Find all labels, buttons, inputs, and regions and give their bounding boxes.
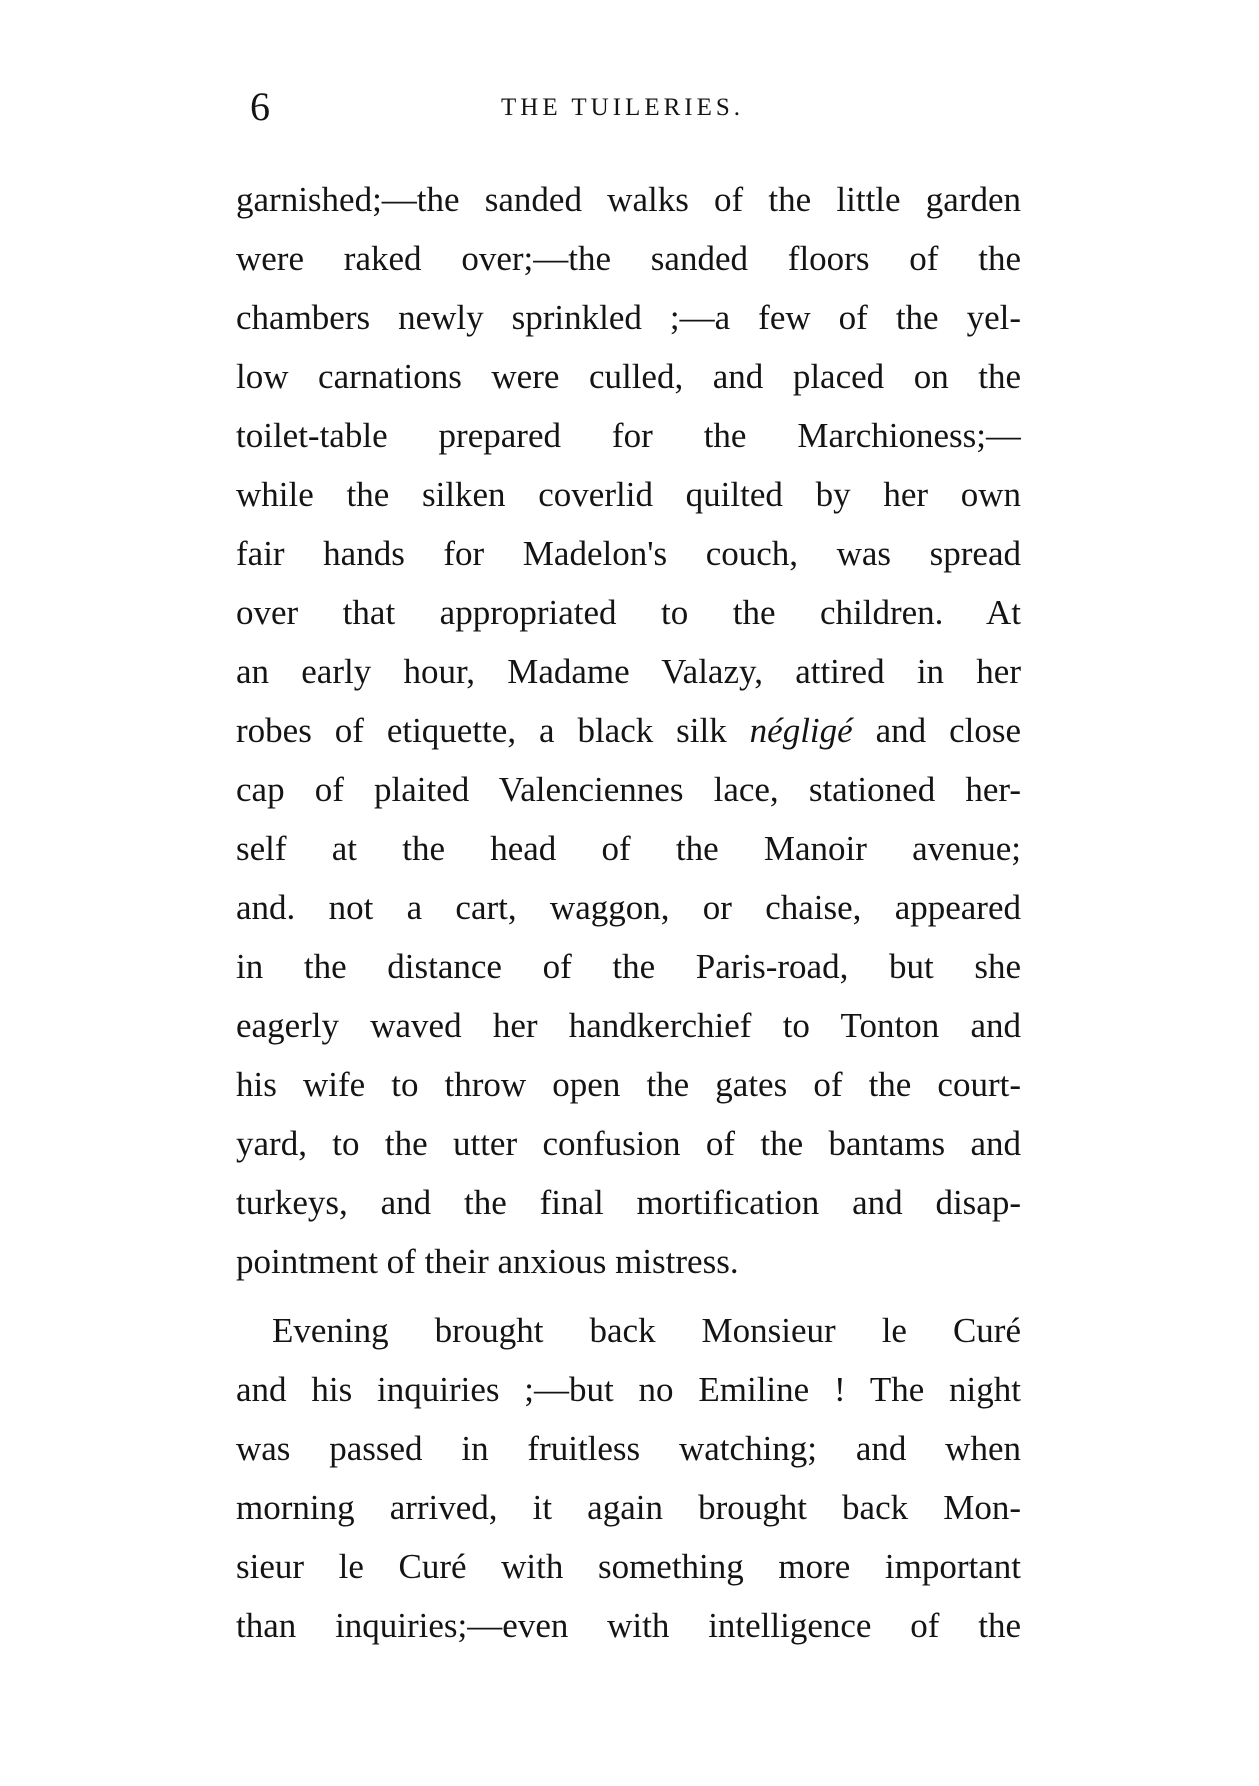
text-line: eagerly waved her handkerchief to Tonton and xyxy=(236,1006,1021,1045)
body-text xyxy=(236,170,1021,1655)
text-line: fair hands for Madelon's couch, was spread xyxy=(236,534,1021,573)
text-line: toilet-table prepared for the Marchioness;— xyxy=(236,416,1021,455)
text-line: in the distance of the Paris-road, but she xyxy=(236,947,1021,986)
text-line: than inquiries;—even with intelligence of the xyxy=(236,1606,1021,1645)
text-line: yard, to the utter confusion of the bantams and xyxy=(236,1124,1021,1163)
text-line: his wife to throw open the gates of the court- xyxy=(236,1065,1021,1104)
text-line xyxy=(236,701,1021,760)
text-segment: robes of etiquette, a black silk xyxy=(236,711,750,750)
text-line: morning arrived, it again brought back Mon- xyxy=(236,1488,1021,1527)
text-line: self at the head of the Manoir avenue; xyxy=(236,829,1021,868)
text-line: turkeys, and the final mortification and disap- xyxy=(236,1183,1021,1222)
text-line: an early hour, Madame Valazy, attired in her xyxy=(236,652,1021,691)
text-line: low carnations were culled, and placed on the xyxy=(236,357,1021,396)
paragraph-1 xyxy=(236,170,1021,1291)
italic-word: négligé xyxy=(749,711,853,750)
page-header xyxy=(236,82,1016,132)
running-head: THE TUILERIES. xyxy=(501,94,745,121)
text-line: and his inquiries ;—but no Emiline ! The night xyxy=(236,1370,1021,1409)
text-line: while the silken coverlid quilted by her own xyxy=(236,475,1021,514)
text-line: garnished;—the sanded walks of the little garden xyxy=(236,180,1021,219)
text-line: was passed in fruitless watching; and when xyxy=(236,1429,1021,1468)
page-number: 6 xyxy=(250,84,270,129)
text-line: sieur le Curé with something more important xyxy=(236,1547,1021,1586)
text-line: Evening brought back Monsieur le Curé xyxy=(272,1311,1021,1350)
text-line: chambers newly sprinkled ;—a few of the yel- xyxy=(236,298,1021,337)
paragraph-2 xyxy=(236,1301,1021,1655)
text-line: were raked over;—the sanded floors of the xyxy=(236,239,1021,278)
text-line: cap of plaited Valenciennes lace, stationed her- xyxy=(236,770,1021,809)
text-segment: and close xyxy=(852,711,1021,750)
text-line: and. not a cart, waggon, or chaise, appeared xyxy=(236,888,1021,927)
text-line: over that appropriated to the children. At xyxy=(236,593,1021,632)
text-line: pointment of their anxious mistress. xyxy=(236,1242,739,1281)
